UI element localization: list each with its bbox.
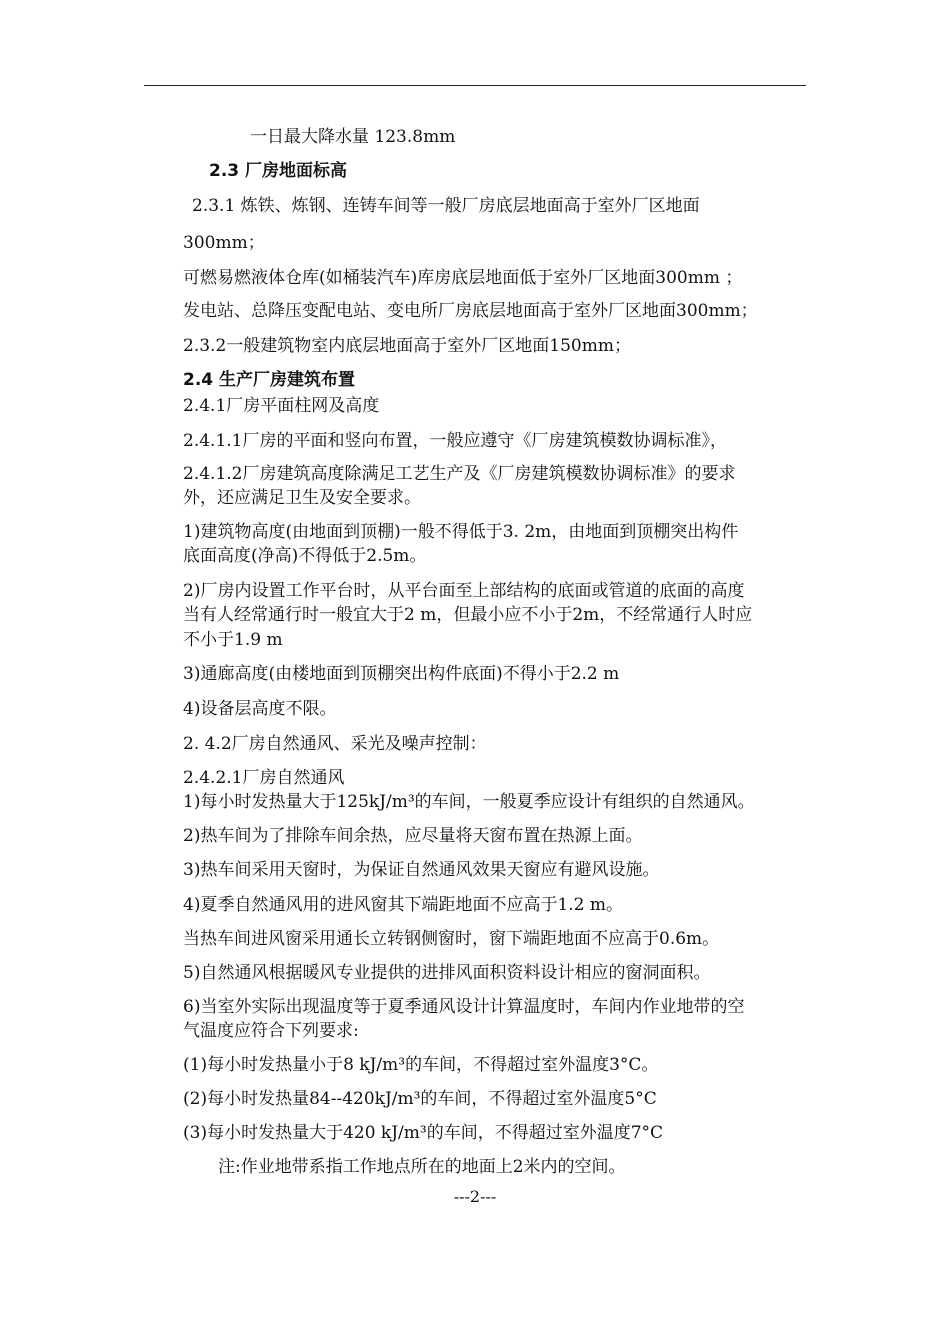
text-line: 2.4.1.2厂房建筑高度除满足工艺生产及《厂房建筑模数协调标准》的要求	[183, 464, 736, 484]
text-line: 当热车间进风窗采用通长立转钢侧窗时，窗下端距地面不应高于0.6m。	[183, 929, 720, 949]
text-line: 1)建筑物高度(由地面到顶棚)一般不得低于3. 2m，由地面到顶棚突出构件	[183, 522, 739, 542]
text-line: 2.4 生产厂房建筑布置	[183, 370, 356, 390]
text-line: 一日最大降水量 123.8mm	[250, 127, 456, 147]
text-line: 不小于1.9 m	[183, 630, 283, 650]
text-line: (1)每小时发热量小于8 kJ/m³的车间，不得超过室外温度3°C。	[183, 1055, 659, 1075]
text-line: 3)通廊高度(由楼地面到顶棚突出构件底面)不得小于2.2 m	[183, 664, 620, 684]
text-line: 2.4.2.1厂房自然通风	[183, 768, 345, 788]
text-line: 3)热车间采用天窗时，为保证自然通风效果天窗应有避风设施。	[183, 860, 660, 880]
text-line: 当有人经常通行时一般宜大于2 m，但最小应不小于2m，不经常通行人时应	[183, 605, 753, 625]
text-line: 可燃易燃液体仓库(如桶装汽车)库房底层地面低于室外厂区地面300mm ；	[183, 268, 743, 288]
text-line: 300mm；	[183, 233, 265, 253]
text-line: 2)热车间为了排除车间余热，应尽量将天窗布置在热源上面。	[183, 826, 643, 846]
text-line: 2.4.1厂房平面柱网及高度	[183, 396, 380, 416]
header-rule	[144, 85, 806, 86]
text-line: 4)夏季自然通风用的进风窗其下端距地面不应高于1.2 m。	[183, 895, 624, 915]
text-line: 2.3 厂房地面标高	[209, 161, 348, 181]
text-line: 发电站、总降压变配电站、变电所厂房底层地面高于室外厂区地面300mm；	[183, 301, 758, 321]
text-line: 外，还应满足卫生及安全要求。	[183, 488, 421, 508]
text-line: (3)每小时发热量大于420 kJ/m³的车间，不得超过室外温度7°C	[183, 1123, 664, 1143]
text-line: 注:作业地带系指工作地点所在的地面上2米内的空间。	[218, 1157, 626, 1177]
text-line: 5)自然通风根据暖风专业提供的进排风面积资料设计相应的窗洞面积。	[183, 963, 711, 983]
text-line: 2.3.1 炼铁、炼钢、连铸车间等一般厂房底层地面高于室外厂区地面	[192, 196, 700, 216]
text-line: (2)每小时发热量84--420kJ/m³的车间，不得超过室外温度5°C	[183, 1089, 657, 1109]
text-line: 2.4.1.1厂房的平面和竖向布置，一般应遵守《厂房建筑模数协调标准》，	[183, 431, 727, 451]
text-line: 2.3.2一般建筑物室内底层地面高于室外厂区地面150mm；	[183, 336, 631, 356]
text-line: 气温度应符合下列要求:	[183, 1021, 359, 1041]
text-line: 底面高度(净高)不得低于2.5m。	[183, 546, 427, 566]
text-line: 1)每小时发热量大于125kJ/m³的车间，一般夏季应设计有组织的自然通风。	[183, 792, 755, 812]
text-line: 2)厂房内设置工作平台时，从平台面至上部结构的底面或管道的底面的高度	[183, 581, 745, 601]
text-line: 2. 4.2厂房自然通风、采光及噪声控制：	[183, 734, 487, 754]
text-line: 6)当室外实际出现温度等于夏季通风设计计算温度时，车间内作业地带的空	[183, 997, 745, 1017]
text-line: 4)设备层高度不限。	[183, 699, 337, 719]
page-number: ---2---	[453, 1187, 497, 1206]
